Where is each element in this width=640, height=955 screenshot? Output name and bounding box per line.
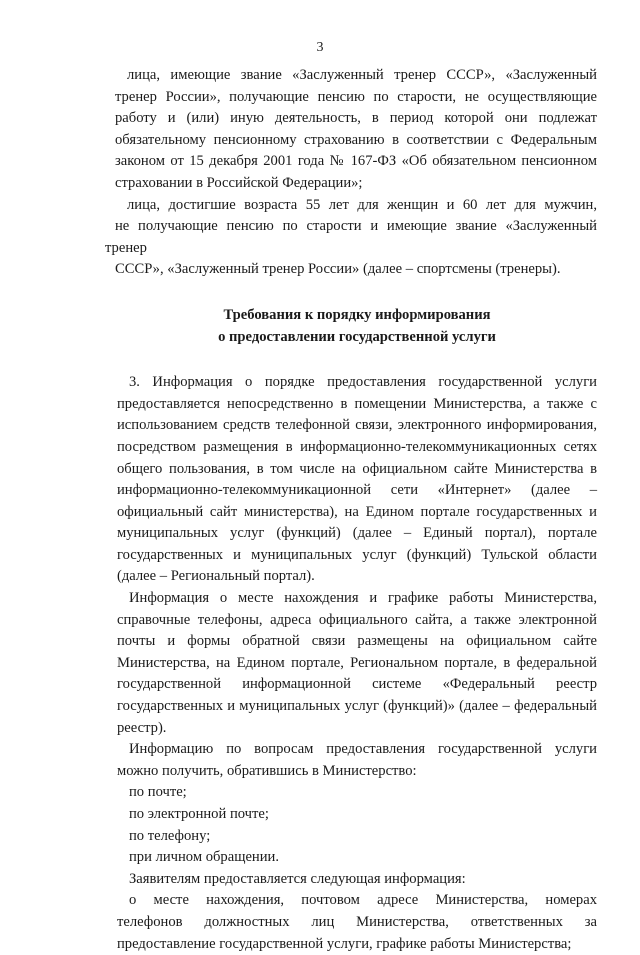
paragraph-3-information-order [117,372,597,588]
text-line: страховании в Российской Федерации»; [115,174,363,191]
text-line: 3. Информация о порядке предоставления государственной услуги [129,374,597,391]
text-line: справочные телефоны, адреса официального сайта, а также электронной [117,611,597,628]
text-line: тренер России», получающие пенсию по старости, не осуществляющие [115,88,597,105]
text-line: предоставление государственной услуги, графике работы Министерства; [117,935,572,952]
document-body [105,65,597,955]
paragraph-applicants-info [117,869,597,891]
text-line: лица, достигшие возраста 55 лет для женщин и 60 лет для мужчин, [127,196,597,213]
text-line: Заявителям предоставляется следующая информация: [129,870,466,887]
page-number: 3 [316,40,324,55]
text-line: Информация о месте нахождения и графике работы Министерства, [129,590,597,607]
text-line: муниципальных услуг (функций) (далее – Единый портал), портале [117,525,597,542]
section-heading-line2: о предоставлении государственной услуги [218,328,496,345]
contact-methods-list [117,782,597,868]
list-item: по телефону; [129,827,211,844]
list-item: по почте; [129,784,187,801]
text-line: лица, имеющие звание «Заслуженный тренер СССР», «Заслуженный [127,67,597,83]
text-line: общего пользования, в том числе на официальном сайте Министерства в [117,460,597,477]
section-heading-line1: Требования к порядку информирования [223,306,491,323]
text-line: о месте нахождения, почтовом адресе Министерства, номерах [129,892,597,909]
paragraph-how-to-get-info [117,739,597,782]
paragraph-age-requirement [105,195,597,281]
text-line: Информацию по вопросам предоставления государственной услуги [129,741,597,758]
paragraph-location-schedule-info [117,588,597,739]
text-line: СССР», «Заслуженный тренер России» (далее – спортсмены (тренеры). [115,261,561,278]
text-line: официальный сайт министерства), на Едином портале государственных и [117,503,597,520]
list-item: при личном обращении. [129,849,279,866]
paragraph-location-phones [117,890,597,955]
list-item: по электронной почте; [129,806,269,822]
text-line: законом от 15 декабря 2001 года № 167-ФЗ «Об обязательном пенсионном [115,153,597,170]
text-line: государственных и муниципальных услуг (функций)» (далее – федеральный [117,698,597,715]
text-line: использованием средств телефонной связи, электронного информирования, [117,417,597,434]
text-line: (далее – Региональный портал). [117,568,315,585]
text-line: предоставляется непосредственно в помещении Министерства, а также с [117,395,597,412]
paragraph-honored-coaches-pensioners [117,65,597,195]
text-line: государственной информационной системе «Федеральный реестр [117,676,597,693]
text-line: информационно-телекоммуникационной сети «Интернет» (далее – [117,482,597,499]
text-line: обязательному пенсионному страхованию в соответствии с Федеральным [115,131,597,148]
text-line: можно получить, обратившись в Министерство: [117,762,417,779]
text-line: Министерства, на Едином портале, Региональном портале, в федеральной [117,654,597,671]
text-line: не получающие пенсию по старости и имеющие звание «Заслуженный тренер [105,218,597,256]
text-line: почты и формы обратной связи размещены на официальном сайте [117,633,597,650]
text-line: работу и (или) иную деятельность, в период которой они подлежат [115,110,597,127]
section-heading [117,305,597,348]
text-line: государственных и муниципальных услуг (функций) Тульской области [117,546,597,563]
text-line: посредством размещения в информационно-телекоммуникационных сетях [117,438,597,455]
text-line: телефонов должностных лиц Министерства, ответственных за [117,913,597,930]
text-line: реестр). [117,719,167,736]
